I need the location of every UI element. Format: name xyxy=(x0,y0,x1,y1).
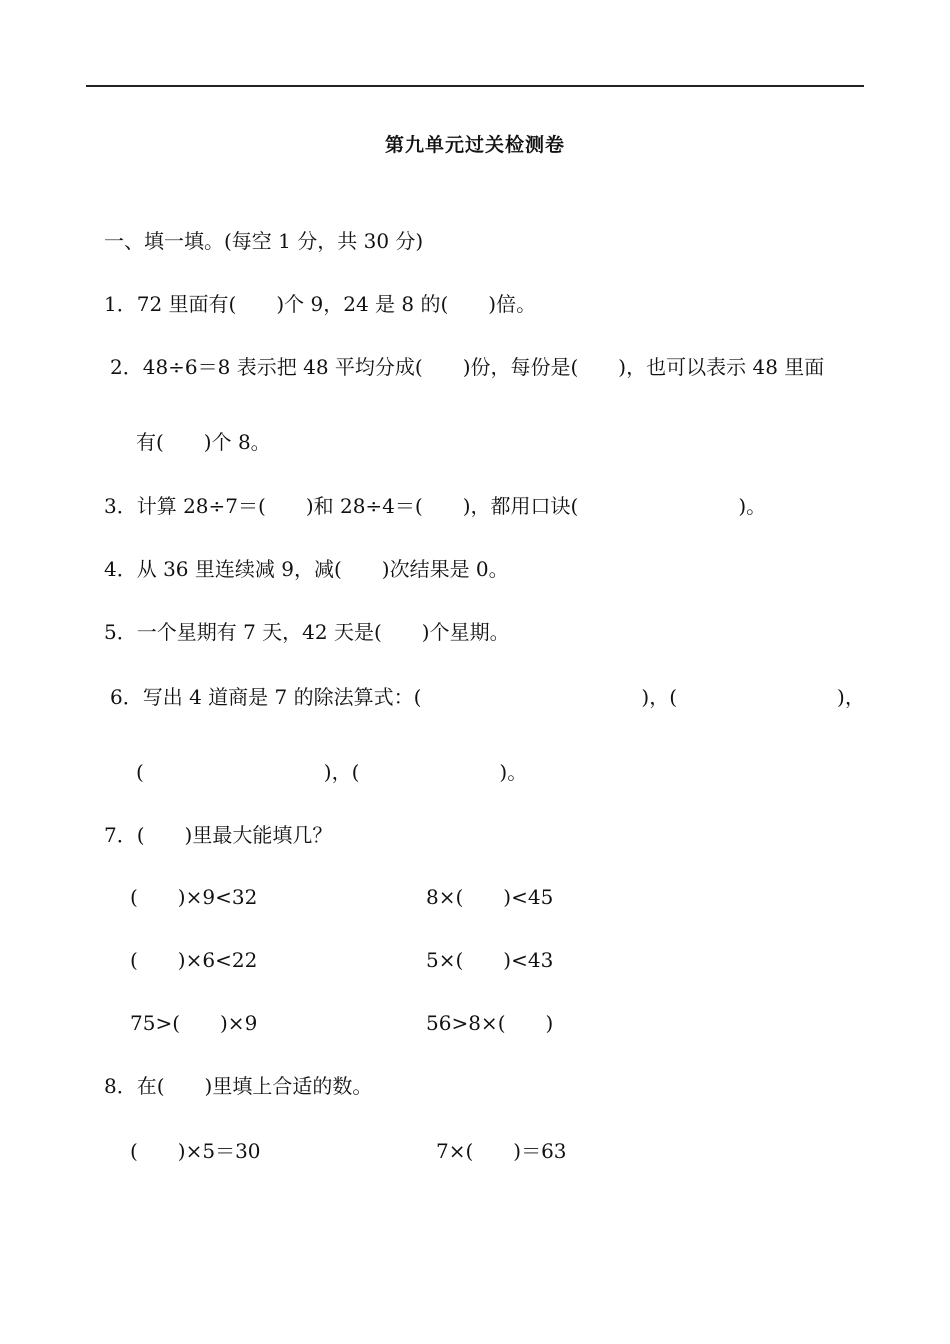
q7-item: 56>8×( ) xyxy=(426,1011,554,1035)
q7-item: 8×( )<45 xyxy=(426,885,554,909)
question-6-line-1: 6．写出 4 道商是 7 的除法算式：( )，( )， xyxy=(110,685,865,709)
question-2-line-1: 2．48÷6＝8 表示把 48 平均分成( )份，每份是( )，也可以表示 48 里面 xyxy=(110,355,825,379)
section-heading: 一、填一填。(每空 1 分，共 30 分) xyxy=(104,229,424,253)
question-2-line-2: 有( )个 8。 xyxy=(136,430,271,454)
question-3: 3．计算 28÷7＝( )和 28÷4＝( )，都用口诀( )。 xyxy=(104,494,767,518)
question-7: 7．( )里最大能填几？ xyxy=(104,823,333,847)
q8-item: 7×( )＝63 xyxy=(436,1139,567,1163)
header-rule xyxy=(86,85,864,87)
q7-item: ( )×6<22 xyxy=(130,948,258,972)
q8-item: ( )×5＝30 xyxy=(130,1139,261,1163)
question-6-line-2: ( )，( )。 xyxy=(136,760,528,784)
page-title: 第九单元过关检测卷 xyxy=(384,134,565,156)
question-8: 8．在( )里填上合适的数。 xyxy=(104,1074,373,1098)
question-4: 4．从 36 里连续减 9，减( )次结果是 0。 xyxy=(104,557,509,581)
q7-item: 5×( )<43 xyxy=(426,948,554,972)
q7-item: 75>( )×9 xyxy=(130,1011,258,1035)
q7-item: ( )×9<32 xyxy=(130,885,258,909)
question-5: 5．一个星期有 7 天，42 天是( )个星期。 xyxy=(104,620,510,644)
question-1: 1．72 里面有( )个 9，24 是 8 的( )倍。 xyxy=(104,292,537,316)
